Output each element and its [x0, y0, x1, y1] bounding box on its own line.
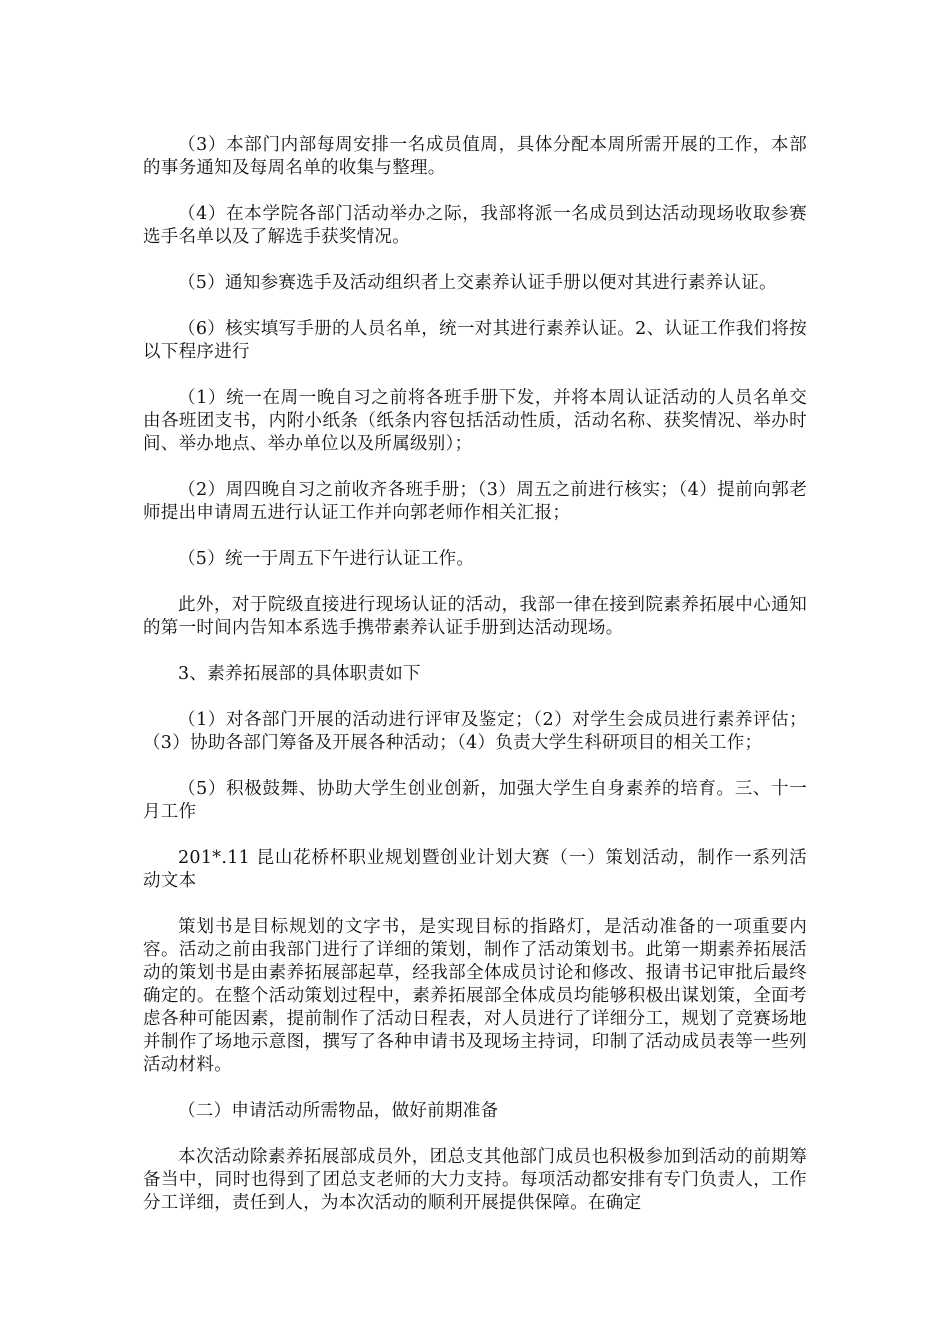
paragraph-competition-title: 201*.11 昆山花桥杯职业规划暨创业计划大赛（一）策划活动，制作一系列活动文本	[143, 848, 807, 891]
paragraph-distribute-handbooks: （1）统一在周一晚自习之前将各班手册下发，并将本周认证活动的人员名单交由各班团支书，内附小纸条（纸条内容包括活动性质，活动名称、获奖情况、举办时间、举办地点、举办单位以及所属级别）；	[143, 388, 807, 454]
paragraph-onsite-certification: 此外，对于院级直接进行现场认证的活动，我部一律在接到院素养拓展中心通知的第一时间内告知本系选手携带素养认证手册到达活动现场。	[143, 595, 807, 638]
paragraph-entrepreneurship: （5）积极鼓舞、协助大学生创业创新，加强大学生自身素养的培育。三、十一月工作	[143, 779, 807, 822]
paragraph-planning-document: 策划书是目标规划的文字书，是实现目标的指路灯，是活动准备的一项重要内容。活动之前由我部门进行了详细的策划，制作了活动策划书。此第一期素养拓展活动的策划书是由素养拓展部起草，经我部全体成员讨论和修改、报请书记审批后最终确定的。在整个活动策划过程中，素养拓展部全体成员均能够积极出谋划策，全面考虑各种可能因素，提前制作了活动日程表，对人员进行了详细分工，规划了竞赛场地并制作了场地示意图，撰写了各种申请书及现场主持词，印制了活动成员表等一些列活动材料。	[143, 917, 807, 1075]
paragraph-friday-certification: （5）统一于周五下午进行认证工作。	[178, 549, 475, 569]
paragraph-responsibility-list: （1）对各部门开展的活动进行评审及鉴定；（2）对学生会成员进行素养评估；（3）协助各部门筹备及开展各种活动；（4）负责大学生科研项目的相关工作；	[143, 710, 807, 753]
section-heading-preparation: （二）申请活动所需物品，做好前期准备	[178, 1101, 499, 1121]
paragraph-collect-handbooks: （2）周四晚自习之前收齐各班手册；（3）周五之前进行核实；（4）提前向郭老师提出申请周五进行认证工作并向郭老师作相关汇报；	[143, 480, 807, 523]
paragraph-verify-names: （6）核实填写手册的人员名单，统一对其进行素养认证。2、认证工作我们将按以下程序进行	[143, 319, 807, 362]
section-heading-responsibilities: 3、素养拓展部的具体职责如下	[178, 664, 421, 684]
paragraph-collect-roster: （4）在本学院各部门活动举办之际，我部将派一名成员到达活动现场收取参赛选手名单以及了解选手获奖情况。	[143, 204, 807, 247]
document-body	[143, 134, 807, 1238]
paragraph-preparation-details: 本次活动除素养拓展部成员外，团总支其他部门成员也积极参加到活动的前期筹备当中，同时也得到了团总支老师的大力支持。每项活动都安排有专门负责人，工作分工详细，责任到人，为本次活动的顺利开展提供保障。在确定	[143, 1147, 807, 1213]
paragraph-duty-rotation: （3）本部门内部每周安排一名成员值周，具体分配本周所需开展的工作，本部的事务通知及每周名单的收集与整理。	[143, 135, 807, 178]
paragraph-notify-participants: （5）通知参赛选手及活动组织者上交素养认证手册以便对其进行素养认证。	[178, 273, 777, 293]
